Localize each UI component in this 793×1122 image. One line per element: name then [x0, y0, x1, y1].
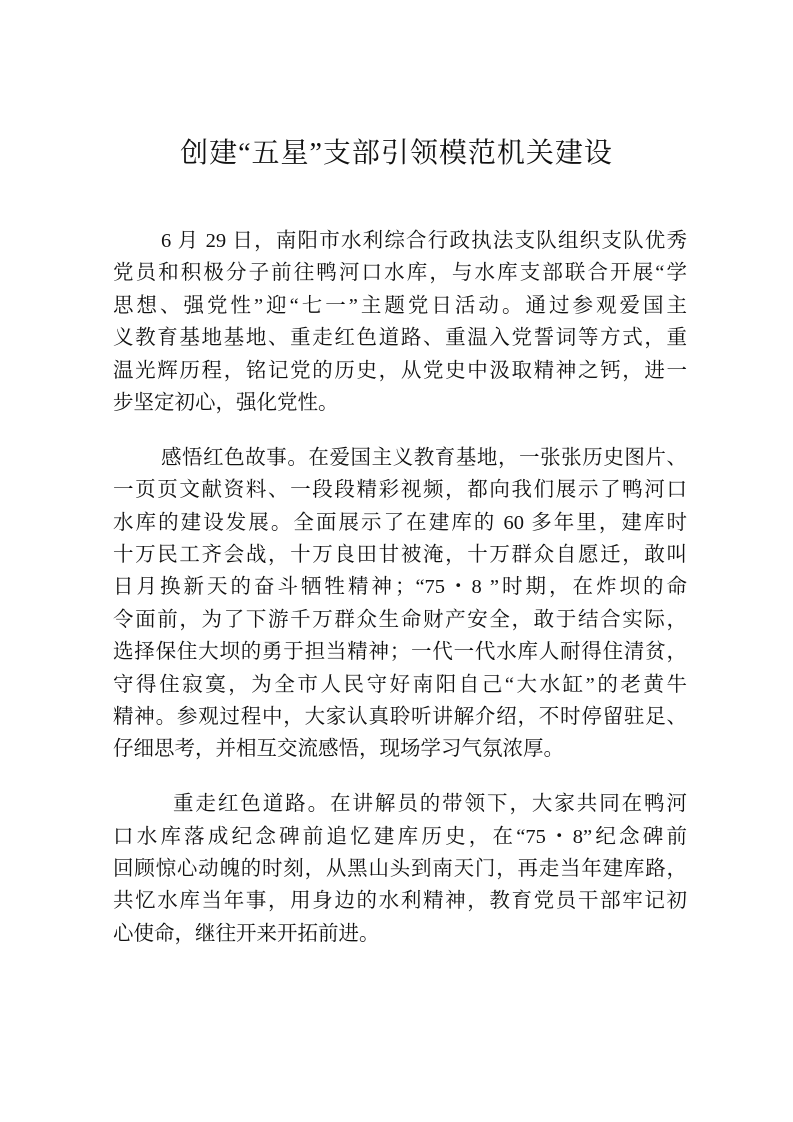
text-line: 步坚定初心，强化党性。: [113, 391, 339, 414]
text-line: 选择保住大坝的勇于担当精神；一代一代水库人耐得住清贫，: [113, 641, 687, 664]
text-line: 温光辉历程，铭记党的历史，从党史中汲取精神之钙，进一: [113, 359, 687, 382]
text-line: 共忆水库当年事，用身边的水利精神，教育党员干部牢记初: [113, 890, 687, 913]
text-line: 水库的建设发展。全面展示了在建库的 60 多年里，建库时: [113, 511, 687, 534]
text-line: 感悟红色故事。在爱国主义教育基地，一张张历史图片、: [161, 446, 687, 469]
document-title: 创建“五星”支部引领模范机关建设: [180, 138, 613, 169]
text-line: 日月换新天的奋斗牺牲精神；“75・8 ”时期，在炸坝的命: [113, 576, 687, 599]
document-body: [113, 225, 687, 973]
paragraph: [113, 788, 687, 950]
paragraph: [113, 442, 687, 766]
text-line: 回顾惊心动魄的时刻，从黑山头到南天门，再走当年建库路，: [113, 858, 687, 881]
text-line: 仔细思考，并相互交流感悟，现场学习气氛浓厚。: [113, 738, 564, 761]
text-line: 重走红色道路。在讲解员的带领下，大家共同在鸭河: [173, 793, 687, 816]
text-line: 义教育基地基地、重走红色道路、重温入党誓词等方式，重: [113, 327, 687, 350]
text-line: 党员和积极分子前往鸭河口水库，与水库支部联合开展“学: [113, 262, 687, 285]
text-line: 口水库落成纪念碑前追忆建库历史，在“75・8”纪念碑前: [113, 825, 687, 848]
text-line: 心使命，继往开来开拓前进。: [113, 922, 380, 945]
text-line: 令面前，为了下游千万群众生命财产安全，敢于结合实际，: [113, 608, 687, 631]
paragraph: [113, 225, 687, 419]
text-line: 思想、强党性”迎“七一”主题党日活动。通过参观爱国主: [113, 294, 687, 317]
text-line: 精神。参观过程中，大家认真聆听讲解介绍，不时停留驻足、: [113, 705, 687, 728]
text-line: 一页页文献资料、一段段精彩视频，都向我们展示了鸭河口: [113, 479, 687, 502]
text-line: 十万民工齐会战，十万良田甘被淹，十万群众自愿迁，敢叫: [113, 544, 687, 567]
text-line: 守得住寂寞，为全市人民守好南阳自己“大水缸”的老黄牛: [113, 673, 687, 696]
text-line: 6 月 29 日，南阳市水利综合行政执法支队组织支队优秀: [161, 230, 687, 252]
